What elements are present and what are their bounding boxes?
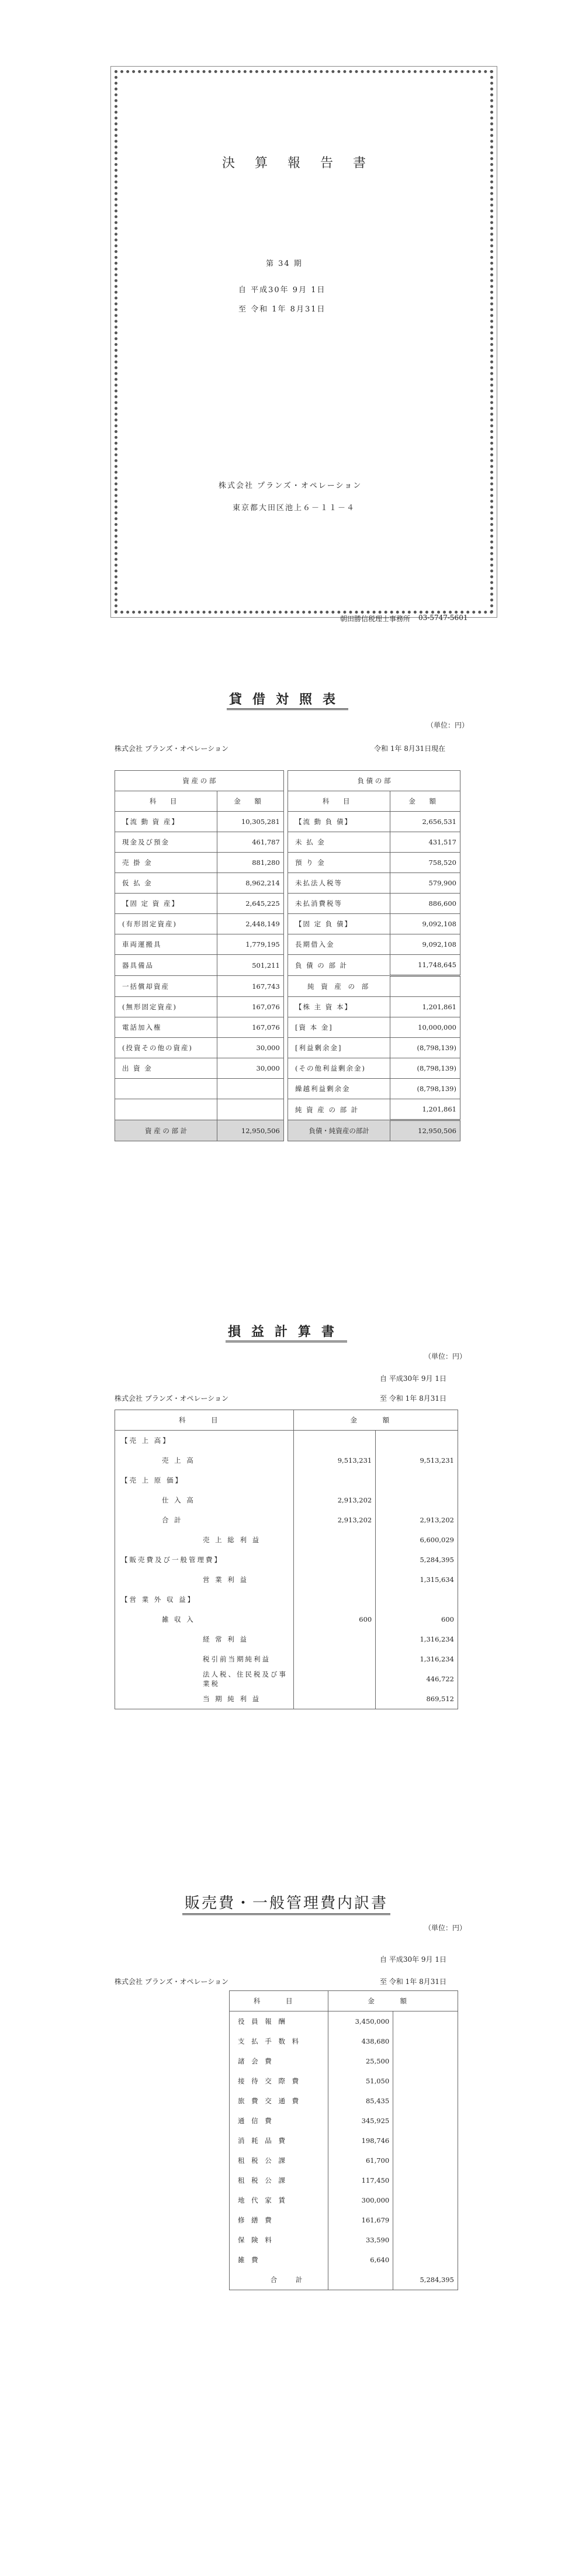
sga-amount-inner: 33,590 <box>328 2230 393 2250</box>
sga-item: 役 員 報 酬 <box>230 2011 328 2032</box>
is-item: 【売 上 原 価】 <box>115 1470 294 1490</box>
table-row <box>115 1490 458 1510</box>
sga-amount-outer <box>393 2131 458 2151</box>
total-liab-value: 12,950,506 <box>390 1120 460 1141</box>
table-row <box>115 1530 458 1550</box>
sga-amount-inner: 438,680 <box>328 2031 393 2051</box>
is-amount-outer: 9,513,231 <box>376 1450 458 1470</box>
is-amount-inner <box>293 1570 376 1590</box>
sga-amount-outer: 5,284,395 <box>393 2270 458 2290</box>
sga-amount-inner: 61,700 <box>328 2151 393 2170</box>
sga-item: 消 耗 品 費 <box>230 2131 328 2151</box>
liability-item: 【株 主 資 本】 <box>288 997 390 1017</box>
sga-amount-outer <box>393 2011 458 2032</box>
sga-item: 租 税 公 課 <box>230 2170 328 2190</box>
table-row <box>115 955 460 976</box>
is-amount-outer: 2,913,202 <box>376 1510 458 1530</box>
is-amount-outer: 869,512 <box>376 1689 458 1709</box>
sga-amount-inner: 198,746 <box>328 2131 393 2151</box>
sga-amount-inner: 6,640 <box>328 2250 393 2270</box>
is-amount-inner: 9,513,231 <box>293 1450 376 1470</box>
sga-unit: （単位：円） <box>424 1924 467 1932</box>
liability-amount <box>390 976 460 997</box>
sga-item: 接 待 交 際 費 <box>230 2071 328 2091</box>
is-amount-inner: 600 <box>293 1609 376 1629</box>
liability-item: (その他利益剰余金) <box>288 1058 390 1079</box>
table-row <box>230 2031 458 2051</box>
is-item: 法人税、住民税及び事業税 <box>115 1669 294 1689</box>
balance-sheet-title: 貸借対照表 <box>115 690 460 708</box>
is-item: 税引前当期純利益 <box>115 1649 294 1669</box>
asset-item: (投資その他の資産) <box>115 1038 217 1058</box>
is-amount-outer: 1,315,634 <box>376 1570 458 1590</box>
liability-amount: 579,900 <box>390 873 460 894</box>
cover-border <box>115 70 493 614</box>
is-amount-outer: 600 <box>376 1609 458 1629</box>
asset-item: (有形固定資産) <box>115 914 217 934</box>
table-row <box>230 2230 458 2250</box>
sga-amount-inner: 345,925 <box>328 2111 393 2131</box>
bs-col-amount: 金 額 <box>390 791 460 812</box>
sga-item: 旅 費 交 通 費 <box>230 2091 328 2111</box>
is-item: 当 期 純 利 益 <box>115 1689 294 1709</box>
sga-company: 株式会社 プランズ・オペレーション <box>115 1978 228 1986</box>
table-row <box>230 2170 458 2190</box>
sga-item: 支 払 手 数 料 <box>230 2031 328 2051</box>
asset-item: 【固 定 資 産】 <box>115 894 217 914</box>
asset-amount: 2,645,225 <box>217 894 283 914</box>
is-item: 【販売費及び一般管理費】 <box>115 1550 294 1570</box>
sga-amount-outer <box>393 2230 458 2250</box>
asset-amount: 167,076 <box>217 997 283 1017</box>
table-row <box>115 1431 458 1451</box>
is-amount-outer: 446,722 <box>376 1669 458 1689</box>
table-row <box>115 934 460 955</box>
table-row <box>115 873 460 894</box>
table-row <box>230 2131 458 2151</box>
is-amount-outer: 6,600,029 <box>376 1530 458 1550</box>
liability-amount: 11,748,645 <box>390 955 460 976</box>
asset-item: 【流 動 資 産】 <box>115 812 217 832</box>
liability-amount: 9,092,108 <box>390 914 460 934</box>
liability-item: 【固 定 負 債】 <box>288 914 390 934</box>
fiscal-period: 第 34 期 <box>266 259 303 268</box>
total-liab-label: 負債・純資産の部計 <box>288 1120 390 1141</box>
liability-item: 負 債 の 部 計 <box>288 955 390 976</box>
is-amount-inner <box>293 1590 376 1609</box>
liability-amount: 758,520 <box>390 853 460 873</box>
liability-item: 繰越利益剰余金 <box>288 1079 390 1099</box>
asset-amount: 2,448,149 <box>217 914 283 934</box>
liability-amount: 9,092,108 <box>390 934 460 955</box>
is-item: 売 上 高 <box>115 1450 294 1470</box>
table-row <box>230 2091 458 2111</box>
bs-company: 株式会社 プランズ・オペレーション <box>115 745 228 753</box>
liability-item: 【流 動 負 債】 <box>288 812 390 832</box>
sga-amount-inner: 51,050 <box>328 2071 393 2091</box>
table-row <box>115 1550 458 1570</box>
sga-amount-inner: 117,450 <box>328 2170 393 2190</box>
liability-amount: (8,798,139) <box>390 1038 460 1058</box>
is-amount-outer <box>376 1431 458 1451</box>
asset-item: 車両運搬具 <box>115 934 217 955</box>
liabilities-header: 負 債 の 部 <box>288 771 460 791</box>
total-assets-label: 資 産 の 部 計 <box>115 1120 217 1141</box>
sga-item: 地 代 家 賃 <box>230 2190 328 2210</box>
table-row <box>115 1058 460 1079</box>
sga-amount-inner: 300,000 <box>328 2190 393 2210</box>
table-row <box>230 2051 458 2071</box>
liability-item: [利益剰余金] <box>288 1038 390 1058</box>
table-row <box>115 1590 458 1609</box>
table-row <box>230 2111 458 2131</box>
is-item: 売 上 総 利 益 <box>115 1530 294 1550</box>
sga-item: 租 税 公 課 <box>230 2151 328 2170</box>
table-row <box>115 853 460 873</box>
is-amount-inner <box>293 1470 376 1490</box>
is-amount-inner <box>293 1629 376 1649</box>
sga-item: 雑 費 <box>230 2250 328 2270</box>
asset-item: 仮 払 金 <box>115 873 217 894</box>
is-amount-inner: 2,913,202 <box>293 1490 376 1510</box>
is-amount-inner <box>293 1431 376 1451</box>
is-col-amount: 金 額 <box>293 1410 458 1431</box>
company-name: 株式会社 プランズ・オペレーション <box>219 482 362 490</box>
liability-amount: 1,201,861 <box>390 997 460 1017</box>
asset-item: 売 掛 金 <box>115 853 217 873</box>
table-row <box>115 1570 458 1590</box>
bs-date: 令和 1年 8月31日現在 <box>374 745 446 753</box>
table-row <box>230 2210 458 2230</box>
sga-amount-outer <box>393 2170 458 2190</box>
sga-item: 修 繕 費 <box>230 2210 328 2230</box>
liability-amount: (8,798,139) <box>390 1079 460 1099</box>
table-row <box>115 1609 458 1629</box>
bs-col-item: 科 目 <box>115 791 217 812</box>
sga-col-item: 科 目 <box>230 1991 328 2011</box>
asset-amount: 167,076 <box>217 1017 283 1038</box>
asset-item: 電話加入権 <box>115 1017 217 1038</box>
sga-period-from: 自 平成30年 9月 1日 <box>380 1955 446 1964</box>
liability-item: 未 払 金 <box>288 832 390 853</box>
sga-amount-outer <box>393 2111 458 2131</box>
balance-sheet-table <box>115 770 460 1141</box>
asset-item <box>115 1079 217 1099</box>
is-col-item: 科 目 <box>115 1410 294 1431</box>
sga-item: 合 計 <box>230 2270 328 2290</box>
bs-col-amount: 金 額 <box>217 791 283 812</box>
income-statement-table <box>115 1410 458 1709</box>
table-row <box>115 976 460 997</box>
liability-amount: 2,656,531 <box>390 812 460 832</box>
accountant-office: 朝田勝信税理士事務所 <box>340 615 411 623</box>
is-item: 雑 収 入 <box>115 1609 294 1629</box>
is-item: 合 計 <box>115 1510 294 1530</box>
is-item: 【売 上 高】 <box>115 1431 294 1451</box>
is-item: 営 業 利 益 <box>115 1570 294 1590</box>
table-row <box>230 2270 458 2290</box>
sga-item: 通 信 費 <box>230 2111 328 2131</box>
table-row <box>115 1689 458 1709</box>
liability-item: 純 資 産 の 部 計 <box>288 1099 390 1120</box>
liability-amount: 10,000,000 <box>390 1017 460 1038</box>
table-row <box>115 1079 460 1099</box>
sga-title: 販売費・一般管理費内訳書 <box>115 1891 458 1913</box>
liability-item: 預 り 金 <box>288 853 390 873</box>
period-from: 自 平成30年 9月 1日 <box>238 286 326 295</box>
table-row <box>115 832 460 853</box>
sga-amount-outer <box>393 2190 458 2210</box>
sga-col-amount: 金 額 <box>328 1991 458 2011</box>
table-row <box>115 914 460 934</box>
accountant-phone: 03-5747-5601 <box>418 614 468 622</box>
income-statement-title: 損益計算書 <box>115 1322 458 1340</box>
is-item: 【営 業 外 収 益】 <box>115 1590 294 1609</box>
asset-amount <box>217 1099 283 1120</box>
is-amount-outer: 1,316,234 <box>376 1649 458 1669</box>
asset-item: (無形固定資産) <box>115 997 217 1017</box>
table-row <box>230 2250 458 2270</box>
is-item: 仕 入 高 <box>115 1490 294 1510</box>
sga-period-to: 至 令和 1年 8月31日 <box>380 1978 446 1986</box>
table-row <box>115 1038 460 1058</box>
sga-amount-inner: 85,435 <box>328 2091 393 2111</box>
assets-header: 資 産 の 部 <box>115 771 284 791</box>
table-row <box>230 2011 458 2032</box>
company-address: 東京都大田区池上６－１１－４ <box>233 504 356 513</box>
is-item: 経 常 利 益 <box>115 1629 294 1649</box>
sga-amount-outer <box>393 2210 458 2230</box>
sga-amount-outer <box>393 2151 458 2170</box>
sga-amount-outer <box>393 2091 458 2111</box>
table-row <box>230 2190 458 2210</box>
is-period-to: 至 令和 1年 8月31日 <box>380 1394 446 1403</box>
liability-amount: 886,600 <box>390 894 460 914</box>
table-row <box>115 1629 458 1649</box>
is-unit: （単位：円） <box>424 1352 467 1360</box>
asset-amount: 30,000 <box>217 1058 283 1079</box>
asset-amount: 10,305,281 <box>217 812 283 832</box>
bs-col-item: 科 目 <box>288 791 390 812</box>
is-amount-outer <box>376 1490 458 1510</box>
asset-item: 現金及び預金 <box>115 832 217 853</box>
table-row <box>115 1017 460 1038</box>
asset-item: 出 資 金 <box>115 1058 217 1079</box>
table-row <box>115 1099 460 1120</box>
sga-amount-inner <box>328 2270 393 2290</box>
asset-item: 器具備品 <box>115 955 217 976</box>
liability-item: [資 本 金] <box>288 1017 390 1038</box>
asset-amount: 8,962,214 <box>217 873 283 894</box>
is-amount-outer: 1,316,234 <box>376 1629 458 1649</box>
bs-unit: （単位：円） <box>427 721 469 729</box>
table-row <box>115 1669 458 1689</box>
table-row <box>115 1470 458 1490</box>
is-amount-inner <box>293 1669 376 1689</box>
asset-amount: 167,743 <box>217 976 283 997</box>
is-amount-inner <box>293 1689 376 1709</box>
table-row <box>115 1649 458 1669</box>
asset-item <box>115 1099 217 1120</box>
is-period-from: 自 平成30年 9月 1日 <box>380 1374 446 1383</box>
sga-amount-outer <box>393 2051 458 2071</box>
sga-amount-inner: 161,679 <box>328 2210 393 2230</box>
table-row <box>115 1510 458 1530</box>
asset-amount: 881,280 <box>217 853 283 873</box>
sga-table <box>229 1990 458 2290</box>
liability-item: 未払消費税等 <box>288 894 390 914</box>
sga-amount-outer <box>393 2250 458 2270</box>
is-amount-outer <box>376 1470 458 1490</box>
liability-amount: 1,201,861 <box>390 1099 460 1120</box>
is-amount-inner <box>293 1649 376 1669</box>
asset-amount <box>217 1079 283 1099</box>
table-row <box>115 997 460 1017</box>
liability-amount: 431,517 <box>390 832 460 853</box>
liability-item: 長期借入金 <box>288 934 390 955</box>
table-row <box>115 812 460 832</box>
sga-item: 諸 会 費 <box>230 2051 328 2071</box>
period-to: 至 令和 1年 8月31日 <box>238 305 326 314</box>
table-row <box>115 894 460 914</box>
is-company: 株式会社 プランズ・オペレーション <box>115 1394 228 1403</box>
asset-amount: 1,779,195 <box>217 934 283 955</box>
table-row <box>115 1450 458 1470</box>
liability-item: 純 資 産 の 部 <box>288 976 390 997</box>
asset-amount: 461,787 <box>217 832 283 853</box>
is-amount-inner: 2,913,202 <box>293 1510 376 1530</box>
asset-amount: 30,000 <box>217 1038 283 1058</box>
total-assets-value: 12,950,506 <box>217 1120 283 1141</box>
asset-item: 一括償却資産 <box>115 976 217 997</box>
table-row <box>230 2071 458 2091</box>
sga-item: 保 険 料 <box>230 2230 328 2250</box>
is-amount-inner <box>293 1550 376 1570</box>
sga-amount-outer <box>393 2071 458 2091</box>
liability-item: 未払法人税等 <box>288 873 390 894</box>
sga-amount-outer <box>393 2031 458 2051</box>
cover-title: 決算報告書 <box>221 156 386 171</box>
is-amount-outer <box>376 1590 458 1609</box>
liability-amount: (8,798,139) <box>390 1058 460 1079</box>
is-amount-inner <box>293 1530 376 1550</box>
sga-amount-inner: 25,500 <box>328 2051 393 2071</box>
sga-amount-inner: 3,450,000 <box>328 2011 393 2032</box>
asset-amount: 501,211 <box>217 955 283 976</box>
table-row <box>230 2151 458 2170</box>
is-amount-outer: 5,284,395 <box>376 1550 458 1570</box>
